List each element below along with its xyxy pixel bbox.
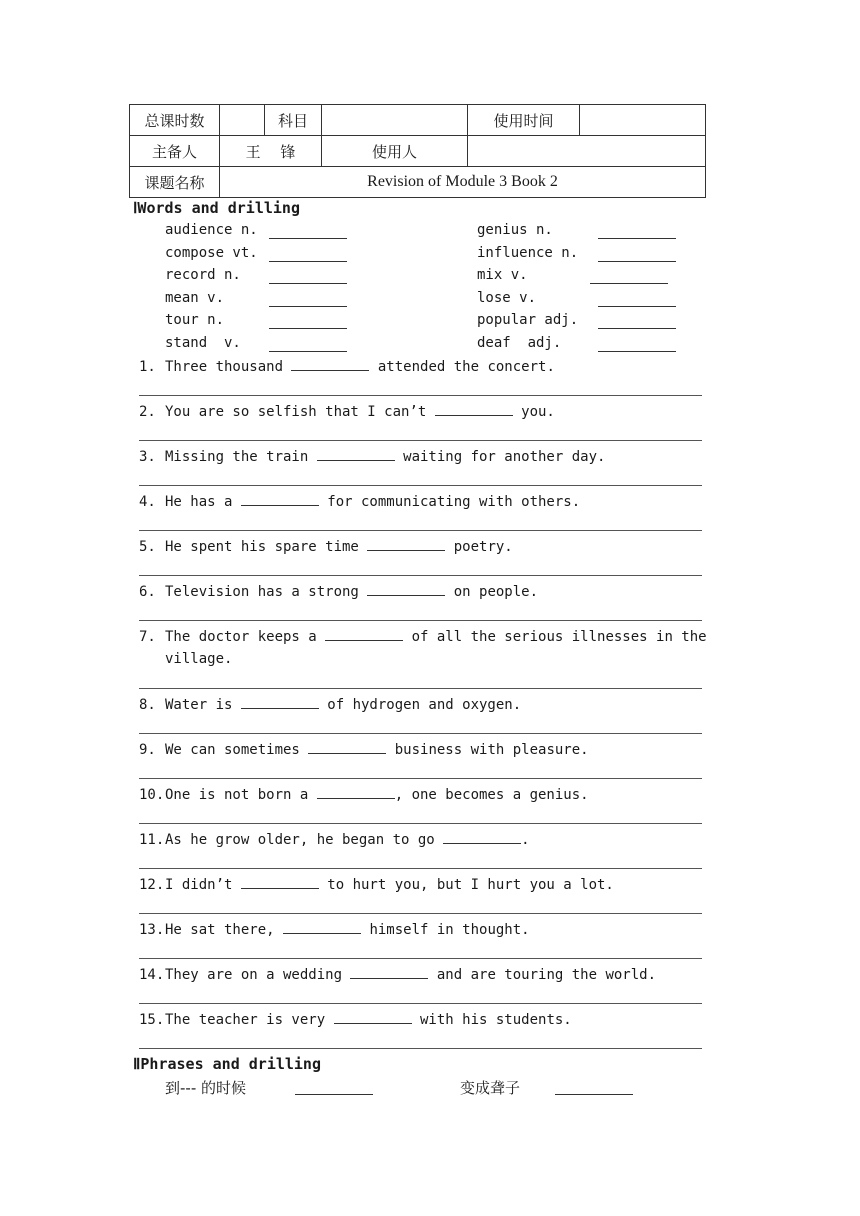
question-text: I didn’t (165, 877, 241, 893)
question-text: to hurt you, but I hurt you a lot. (318, 877, 614, 893)
answer-blank[interactable] (317, 446, 395, 461)
phrase-right: 变成聋子 (460, 1079, 521, 1097)
answer-blank[interactable] (295, 1079, 373, 1095)
question-item (139, 356, 724, 378)
value-subject (322, 105, 468, 136)
vocab-word-left: tour n. (165, 312, 225, 328)
vocab-word-right: mix v. (477, 267, 528, 283)
question-number: 4. (139, 494, 156, 510)
answer-blank[interactable] (269, 314, 347, 329)
question-item (139, 581, 724, 603)
label-topic: 课题名称 (130, 167, 220, 198)
answer-blank[interactable] (325, 626, 403, 641)
answer-line[interactable] (139, 620, 702, 621)
answer-blank[interactable] (241, 694, 319, 709)
answer-blank[interactable] (598, 337, 676, 352)
answer-blank[interactable] (269, 337, 347, 352)
section-1-heading: ⅠWords and drilling (133, 199, 300, 217)
vocab-word-right: influence n. (477, 245, 579, 261)
vocab-word-right: lose v. (477, 290, 537, 306)
vocab-word-right: genius n. (477, 222, 553, 238)
question-text: and are touring the world. (428, 967, 657, 983)
answer-blank[interactable] (590, 269, 668, 284)
answer-line[interactable] (139, 395, 702, 396)
answer-blank[interactable] (269, 224, 347, 239)
answer-blank[interactable] (334, 1009, 412, 1024)
answer-blank[interactable] (308, 739, 386, 754)
question-number: 15. (139, 1012, 165, 1028)
question-text: waiting for another day. (394, 449, 606, 465)
answer-blank[interactable] (317, 784, 395, 799)
topic-title: Revision of Module 3 Book 2 (220, 167, 706, 198)
vocab-word-right: deaf adj. (477, 335, 562, 351)
value-use-time (580, 105, 706, 136)
question-number: 10. (139, 787, 165, 803)
answer-line[interactable] (139, 530, 702, 531)
question-text: Water is (165, 697, 241, 713)
question-text: We can sometimes (165, 742, 309, 758)
label-user: 使用人 (322, 136, 468, 167)
answer-line[interactable] (139, 913, 702, 914)
header-row-3 (130, 167, 706, 198)
answer-line[interactable] (139, 733, 702, 734)
question-text: , one becomes a genius. (394, 787, 589, 803)
question-text: you. (512, 404, 555, 420)
answer-blank[interactable] (350, 964, 428, 979)
question-text: They are on a wedding (165, 967, 351, 983)
answer-blank[interactable] (598, 314, 676, 329)
answer-blank[interactable] (269, 247, 347, 262)
question-number: 1. (139, 359, 156, 375)
question-item (139, 739, 724, 761)
header-table (129, 104, 706, 198)
vocab-word-left: compose vt. (165, 245, 258, 261)
answer-blank[interactable] (367, 581, 445, 596)
question-text: poetry. (445, 539, 513, 555)
question-text: One is not born a (165, 787, 317, 803)
question-number: 3. (139, 449, 156, 465)
question-number: 12. (139, 877, 165, 893)
label-total-hours: 总课时数 (130, 105, 220, 136)
question-text: business with pleasure. (386, 742, 589, 758)
question-text: attended the concert. (369, 359, 555, 375)
question-text: As he grow older, he began to go (165, 832, 444, 848)
answer-line[interactable] (139, 440, 702, 441)
question-number: 13. (139, 922, 165, 938)
answer-blank[interactable] (367, 536, 445, 551)
question-text: He has a (165, 494, 241, 510)
vocab-word-left: stand v. (165, 335, 241, 351)
answer-blank[interactable] (291, 356, 369, 371)
answer-line[interactable] (139, 688, 702, 689)
question-text: The doctor keeps a (165, 629, 326, 645)
question-number: 9. (139, 742, 156, 758)
answer-blank[interactable] (283, 919, 361, 934)
answer-line[interactable] (139, 485, 702, 486)
vocab-word-left: audience n. (165, 222, 258, 238)
question-item (139, 626, 724, 670)
question-item (139, 964, 724, 986)
label-preparer: 主备人 (130, 136, 220, 167)
question-number: 5. (139, 539, 156, 555)
question-number: 2. (139, 404, 156, 420)
answer-blank[interactable] (241, 491, 319, 506)
question-text: of hydrogen and oxygen. (318, 697, 522, 713)
answer-blank[interactable] (598, 292, 676, 307)
question-number: 6. (139, 584, 156, 600)
question-text: of all the serious illnesses in the village. (165, 629, 716, 667)
question-text: Television has a strong (165, 584, 368, 600)
answer-line[interactable] (139, 778, 702, 779)
question-item (139, 401, 724, 423)
question-text: Three thousand (165, 359, 292, 375)
value-preparer: 王 锋 (220, 136, 322, 167)
question-item (139, 491, 724, 513)
question-text: Missing the train (165, 449, 317, 465)
label-subject: 科目 (265, 105, 322, 136)
question-text: He sat there, (165, 922, 284, 938)
question-text: He spent his spare time (165, 539, 368, 555)
question-number: 11. (139, 832, 165, 848)
question-item (139, 829, 724, 851)
vocab-word-left: record n. (165, 267, 241, 283)
question-text: . (521, 832, 530, 848)
answer-line[interactable] (139, 575, 702, 576)
question-item (139, 874, 724, 896)
answer-line[interactable] (139, 868, 702, 869)
question-item (139, 536, 724, 558)
label-use-time: 使用时间 (468, 105, 580, 136)
question-item (139, 446, 724, 468)
question-item (139, 694, 724, 716)
question-number: 8. (139, 697, 156, 713)
question-number: 14. (139, 967, 165, 983)
answer-blank[interactable] (435, 401, 513, 416)
question-item (139, 1009, 724, 1031)
question-text: on people. (445, 584, 539, 600)
question-item (139, 784, 724, 806)
answer-blank[interactable] (443, 829, 521, 844)
question-text: The teacher is very (165, 1012, 334, 1028)
answer-blank[interactable] (555, 1079, 633, 1095)
vocab-word-left: mean v. (165, 290, 225, 306)
question-text: with his students. (411, 1012, 572, 1028)
answer-blank[interactable] (598, 247, 676, 262)
section-2-heading: ⅡPhrases and drilling (133, 1055, 321, 1073)
answer-blank[interactable] (269, 292, 347, 307)
answer-line[interactable] (139, 1003, 702, 1004)
question-number: 7. (139, 629, 156, 645)
answer-blank[interactable] (269, 269, 347, 284)
question-item (139, 919, 724, 941)
answer-line[interactable] (139, 1048, 702, 1049)
question-text: You are so selfish that I can’t (165, 404, 435, 420)
value-total-hours (220, 105, 265, 136)
header-row-2 (130, 136, 706, 167)
header-row-1 (130, 105, 706, 136)
phrase-left: 到--- 的时候 (165, 1079, 247, 1097)
question-text: himself in thought. (361, 922, 530, 938)
question-text: for communicating with others. (318, 494, 581, 510)
answer-line[interactable] (139, 958, 702, 959)
answer-line[interactable] (139, 823, 702, 824)
answer-blank[interactable] (598, 224, 676, 239)
answer-blank[interactable] (241, 874, 319, 889)
value-user (468, 136, 706, 167)
vocab-word-right: popular adj. (477, 312, 579, 328)
